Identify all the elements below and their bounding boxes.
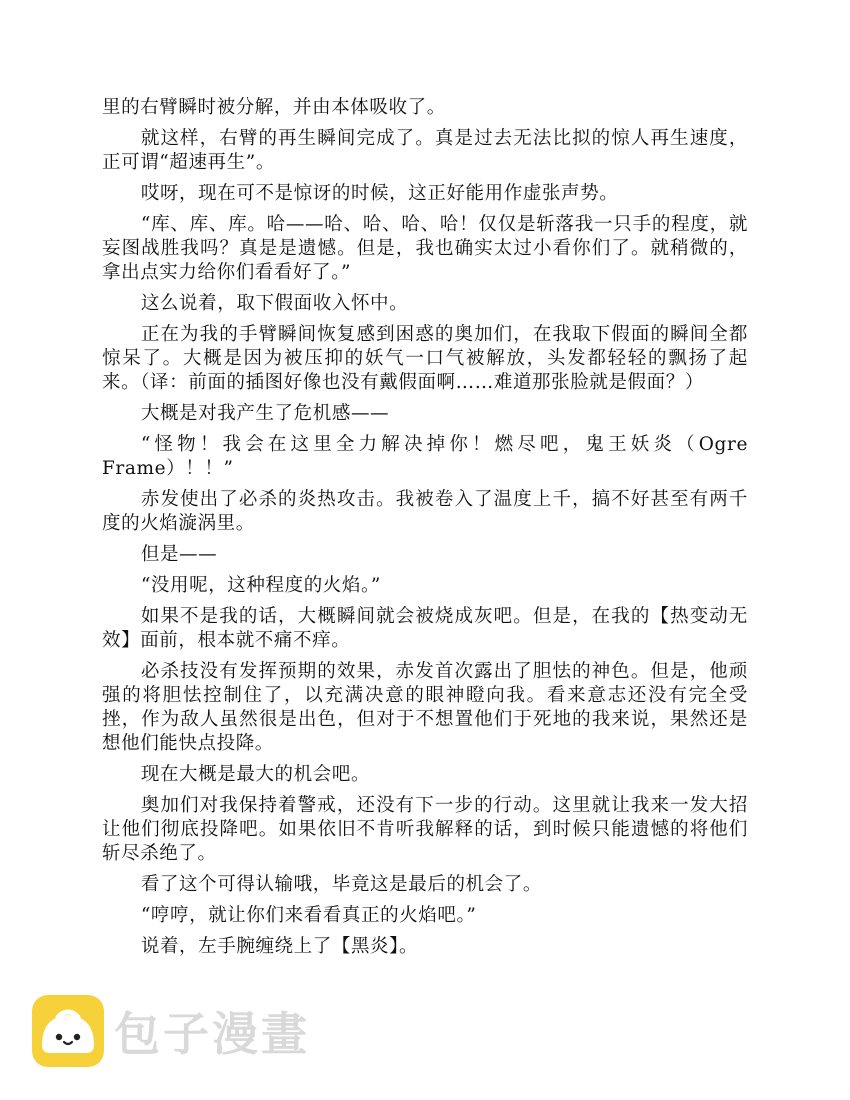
paragraph: 就这样，右臂的再生瞬间完成了。真是过去无法比拟的惊人再生速度，正可谓“超速再生”。 bbox=[102, 128, 748, 173]
paragraph: “库、库、库。哈——哈、哈、哈、哈！仅仅是斩落我一只手的程度，就妄图战胜我吗？真是是遗憾。但是，我也确实太过小看你们了。就稍微的，拿出点实力给你们看看好了。” bbox=[102, 214, 748, 283]
bun-mascot-icon bbox=[32, 995, 104, 1067]
paragraph: “没用呢，这种程度的火焰。” bbox=[140, 575, 381, 596]
paragraph: 说着，左手腕缠绕上了【黑炎】。 bbox=[140, 936, 419, 957]
paragraph: 哎呀，现在可不是惊讶的时候，这正好能用作虚张声势。 bbox=[140, 183, 619, 204]
paragraph: 如果不是我的话，大概瞬间就会被烧成灰吧。但是，在我的【热变动无效】面前，根本就不痛不痒。 bbox=[102, 606, 748, 651]
paragraph: 里的右臂瞬时被分解，并由本体吸收了。 bbox=[102, 97, 446, 118]
watermark-text: 包子漫畫 bbox=[114, 1007, 310, 1061]
paragraph: 现在大概是最大的机会吧。 bbox=[140, 764, 371, 785]
watermark bbox=[32, 995, 310, 1067]
paragraph: 赤发使出了必杀的炎热攻击。我被卷入了温度上千，搞不好甚至有两千度的火焰漩涡里。 bbox=[102, 489, 748, 534]
paragraph: 但是—— bbox=[140, 544, 218, 565]
paragraph: 这么说着，取下假面收入怀中。 bbox=[140, 293, 409, 314]
paragraph: 看了这个可得认输哦，毕竟这是最后的机会了。 bbox=[140, 874, 542, 895]
paragraph: 正在为我的手臂瞬间恢复感到困惑的奥加们，在我取下假面的瞬间全都惊呆了。大概是因为被压抑的妖气一口气被解放，头发都轻轻的飘扬了起来。（译：前面的插图好像也没有戴假面啊……难道那张脸就是假面？） bbox=[102, 324, 748, 393]
paragraph: 大概是对我产生了危机感—— bbox=[140, 403, 390, 424]
paragraph: 奥加们对我保持着警戒，还没有下一步的行动。这里就让我来一发大招让他们彻底投降吧。如果依旧不肯听我解释的话，到时候只能遗憾的将他们斩尽杀绝了。 bbox=[102, 795, 748, 864]
document-body bbox=[102, 96, 748, 966]
paragraph: 必杀技没有发挥预期的效果，赤发首次露出了胆怯的神色。但是，他顽强的将胆怯控制住了，以充满决意的眼神瞪向我。看来意志还没有完全受挫，作为敌人虽然很是出色，但对于不想置他们于死地的我来说，果然还是想他们能快点投降。 bbox=[102, 661, 748, 754]
paragraph: “哼哼，就让你们来看看真正的火焰吧。” bbox=[140, 905, 477, 926]
paragraph: “怪物！我会在这里全力解决掉你！燃尽吧，鬼王妖炎（Ogre Frame）！！” bbox=[102, 434, 748, 479]
